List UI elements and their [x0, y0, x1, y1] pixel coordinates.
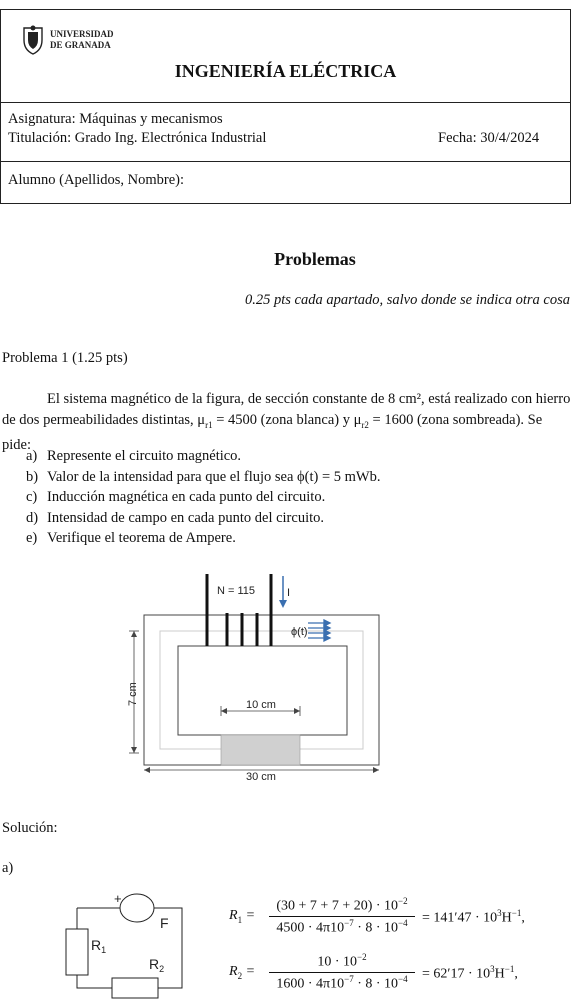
- list-item: b) Valor de la intensidad para que el flujo sea ϕ(t) = 5 mWb.: [26, 468, 381, 485]
- svg-text:R2: $R_2$: [149, 956, 165, 974]
- equation-r2: $R_2$ = $10 \cdot 10^{-2}$ $1600 \cdot 4\pi 10^{-7} \cdot 8 \cdot 10^{-4}$ = $62'17 \cdot 10^3H^{-1}$,: [229, 952, 518, 992]
- list-item: c) Inducción magnética en cada punto del circuito.: [26, 489, 326, 505]
- core-window: [178, 646, 347, 735]
- university-logo: [20, 24, 130, 61]
- header-divider: [0, 102, 571, 103]
- dim-height-label: 7 cm: [127, 682, 139, 706]
- section-title: Problemas: [274, 249, 356, 269]
- crest-icon: [24, 26, 42, 55]
- problem-statement: El sistema magnético de la figura, de sección constante de 8 cm², está realizado con hierro de dos permeabilidades distintas, $\mu_{r1} = 4500$ (zona blanca) y $\mu_{r2} = 1600$ (zona sombreada). Se pide:: [2, 391, 571, 453]
- problem-heading: Problema 1 (1.25 pts): [2, 350, 128, 366]
- flux-label: ϕ(t): [291, 626, 308, 638]
- resistor-r1-icon: [66, 929, 88, 975]
- header-divider: [0, 161, 571, 162]
- logo-text-line1: UNIVERSIDAD: [50, 29, 114, 39]
- logo-text-line2: DE GRANADA: [50, 40, 111, 50]
- list-item: d) Intensidad de campo en cada punto del circuito.: [26, 509, 325, 526]
- shaded-zone: [221, 735, 300, 765]
- task-list: [2, 446, 381, 549]
- part-label: a): [2, 860, 14, 876]
- dim-inner-label: 10 cm: [246, 699, 276, 711]
- polarity-label: +: [114, 893, 122, 906]
- dim-width-label: 30 cm: [246, 771, 276, 783]
- mmf-source-icon: [120, 894, 154, 922]
- current-label: I: [287, 587, 291, 599]
- source-label: F: [160, 915, 169, 931]
- fecha: Fecha: 30/4/2024: [438, 130, 540, 146]
- titulacion: Titulación: Grado Ing. Electrónica Industrial: [8, 130, 267, 146]
- resistor-r2-icon: [112, 978, 158, 998]
- list-item: e) Verifique el teorema de Ampere.: [26, 530, 236, 546]
- solution-label: Solución:: [2, 820, 58, 836]
- turns-label: N = 115: [217, 585, 256, 597]
- svg-text:R1: $R_1$: [91, 937, 107, 955]
- alumno-field: Alumno (Apellidos, Nombre):: [8, 172, 184, 188]
- equivalent-circuit: [60, 893, 200, 1004]
- magnetic-circuit-figure: [118, 568, 398, 788]
- section-subtitle: 0.25 pts cada apartado, salvo donde se indica otra cosa: [244, 292, 570, 308]
- list-item: a) Represente el circuito magnético.: [26, 448, 242, 464]
- page-title: INGENIERÍA ELÉCTRICA: [174, 61, 397, 81]
- asignatura: Asignatura: Máquinas y mecanismos: [8, 111, 223, 127]
- equation-r1: $R_1$ = $(30 + 7 + 7 + 20) \cdot 10^{-2}$ $4500 \cdot 4\pi 10^{-7} \cdot 8 \cdot 10^{-4}$ = $141'47 \cdot 10^3H^{-1}$,: [229, 896, 525, 936]
